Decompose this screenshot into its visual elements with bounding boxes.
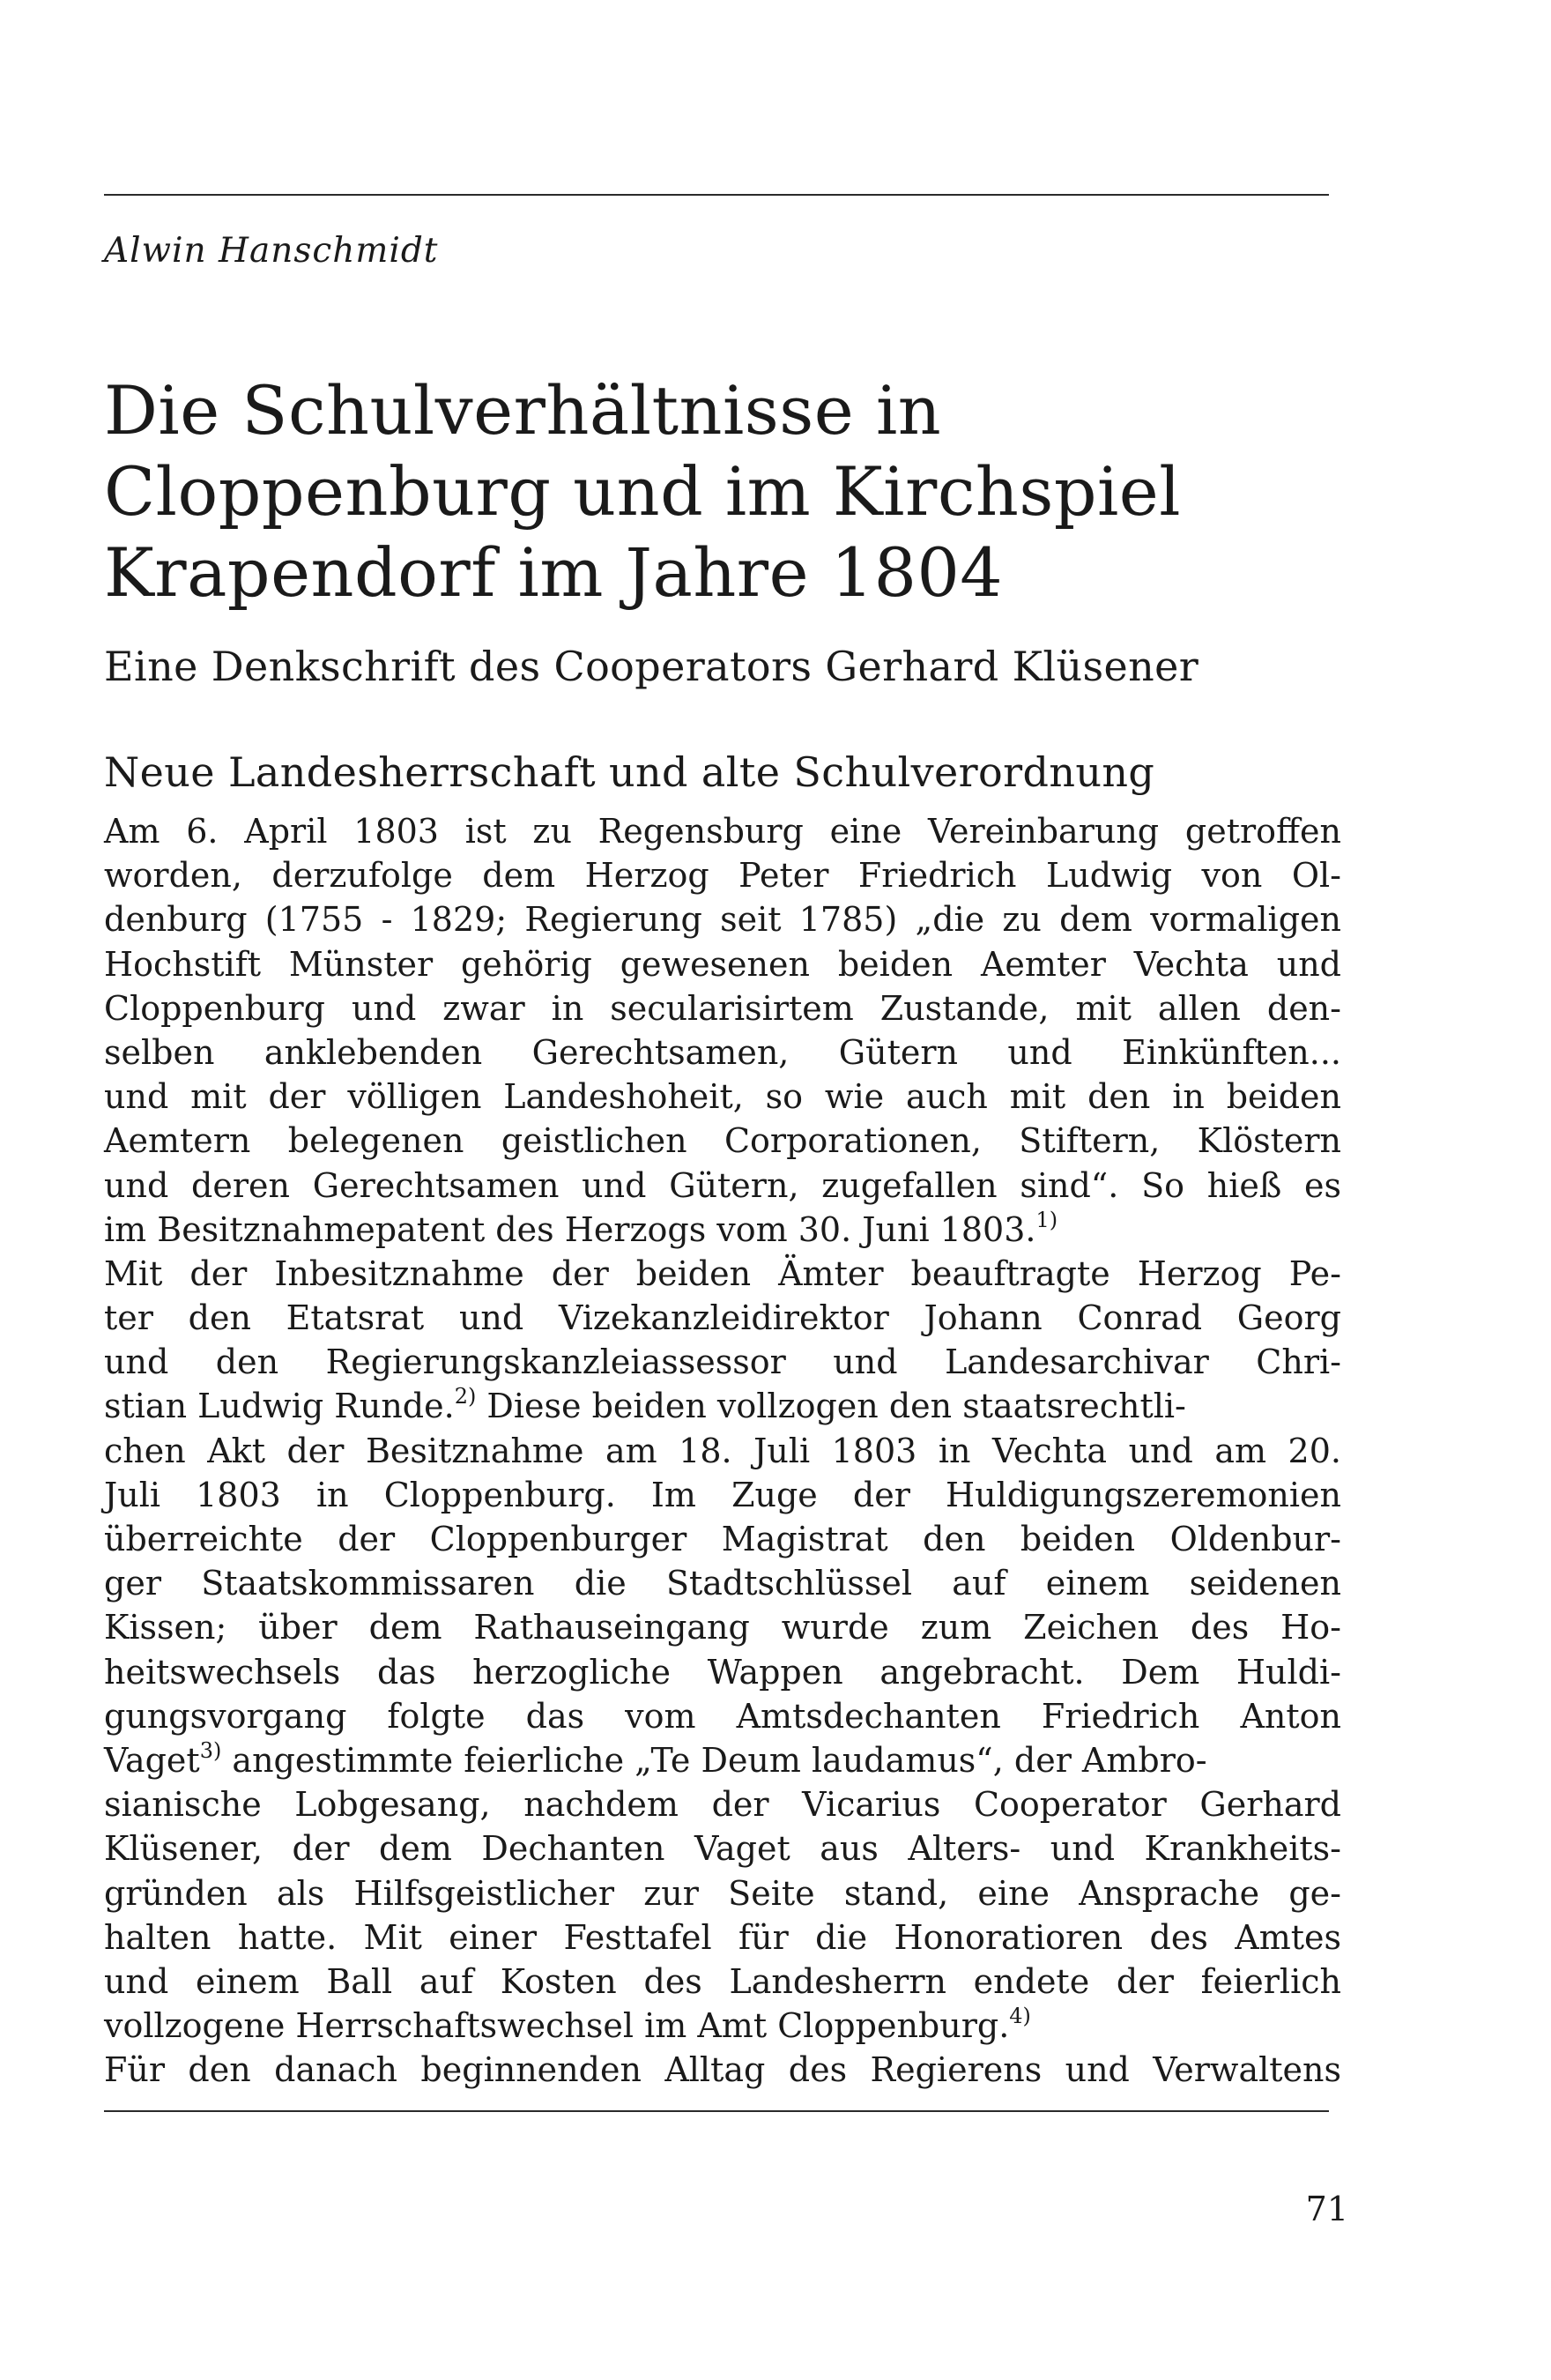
body-line: heitswechsels das herzogliche Wappen angebracht. Dem Huldi- — [104, 1652, 1341, 1692]
body-line: Klüsener, der dem Dechanten Vaget aus Alters- und Krankheits- — [104, 1829, 1341, 1869]
body-line: ger Staatskommissaren die Stadtschlüssel auf einem seidenen — [104, 1564, 1341, 1603]
title-line: Cloppenburg und im Kirchspiel — [104, 452, 1182, 531]
body-line-text: Vaget — [104, 1740, 200, 1780]
body-line: und einem Ball auf Kosten des Landesherrn endete der feierlich — [104, 1961, 1341, 2001]
body-line: Juli 1803 in Cloppenburg. Im Zuge der Huldigungszeremonien — [104, 1475, 1341, 1514]
footnote-mark: 2) — [454, 1384, 477, 1409]
body-line: gründen als Hilfsgeistlicher zur Seite stand, eine Ansprache ge- — [104, 1873, 1341, 1913]
page-number: 71 — [1305, 2190, 1348, 2228]
body-line: Am 6. April 1803 ist zu Regensburg eine Vereinbarung getroffen — [104, 812, 1341, 851]
body-line: und den Regierungskanzleiassessor und Landesarchivar Chri- — [104, 1342, 1341, 1382]
body-line: Aemtern belegenen geistlichen Corporationen, Stiftern, Klöstern — [104, 1121, 1341, 1161]
footnote-mark: 3) — [199, 1737, 222, 1763]
body-line — [104, 1208, 1341, 1252]
body-line: halten hatte. Mit einer Festtafel für die Honoratioren des Amtes — [104, 1917, 1341, 1957]
body-line: denburg (1755 - 1829; Regierung seit 1785) „die zu dem vormaligen — [104, 900, 1341, 940]
body-line — [104, 1384, 1341, 1428]
body-line-text: angestimmte feierliche „Te Deum laudamus“, der Ambro- — [221, 1740, 1207, 1780]
body-line: sianische Lobgesang, nachdem der Vicarius Cooperator Gerhard — [104, 1785, 1341, 1825]
author-name: Alwin Hanschmidt — [104, 231, 439, 271]
body-line: selben anklebenden Gerechtsamen, Gütern und Einkünften... — [104, 1032, 1341, 1072]
article-title — [104, 370, 1338, 614]
body-line: Cloppenburg und zwar in secularisirtem Zustande, mit allen den- — [104, 988, 1341, 1028]
body-line: und deren Gerechtsamen und Gütern, zugefallen sind“. So hieß es — [104, 1165, 1341, 1205]
article-subtitle: Eine Denkschrift des Cooperators Gerhard Klüsener — [104, 643, 1199, 690]
body-line: chen Akt der Besitznahme am 18. Juli 1803 in Vechta und am 20. — [104, 1431, 1341, 1470]
body-line — [104, 2004, 1341, 2048]
title-line: Krapendorf im Jahre 1804 — [104, 533, 1004, 612]
body-line: Für den danach beginnenden Alltag des Regierens und Verwaltens — [104, 2050, 1341, 2090]
body-line: worden, derzufolge dem Herzog Peter Friedrich Ludwig von Ol- — [104, 856, 1341, 896]
body-line: ter den Etatsrat und Vizekanzleidirektor Johann Conrad Georg — [104, 1298, 1341, 1338]
body-line: gungsvorgang folgte das vom Amtsdechanten Friedrich Anton — [104, 1696, 1341, 1736]
body-line: und mit der völligen Landeshoheit, so wie auch mit den in beiden — [104, 1077, 1341, 1117]
bottom-rule — [104, 2110, 1329, 2112]
top-rule — [104, 194, 1329, 196]
body-line — [104, 1738, 1341, 1782]
title-line: Die Schulverhältnisse in — [104, 371, 942, 450]
body-line: überreichte der Cloppenburger Magistrat den beiden Oldenbur- — [104, 1520, 1341, 1558]
body-line-text: vollzogene Herrschaftswechsel im Amt Cloppenburg. — [104, 2006, 1010, 2046]
body-line-text: stian Ludwig Runde. — [104, 1387, 455, 1426]
body-text — [104, 809, 1341, 2092]
body-line: Mit der Inbesitznahme der beiden Ämter beauftragte Herzog Pe- — [104, 1253, 1341, 1293]
body-line-text: Diese beiden vollzogen den staatsrechtli- — [476, 1387, 1186, 1426]
footnote-mark: 4) — [1009, 2004, 1031, 2029]
footnote-mark: 1) — [1035, 1207, 1058, 1232]
body-line: Hochstift Münster gehörig gewesenen beiden Aemter Vechta und — [104, 944, 1341, 984]
section-heading: Neue Landesherrschaft und alte Schulverordnung — [104, 748, 1155, 796]
body-line: Kissen; über dem Rathauseingang wurde zum Zeichen des Ho- — [104, 1608, 1341, 1647]
body-line-text: im Besitznahmepatent des Herzogs vom 30. Juni 1803. — [104, 1209, 1036, 1249]
